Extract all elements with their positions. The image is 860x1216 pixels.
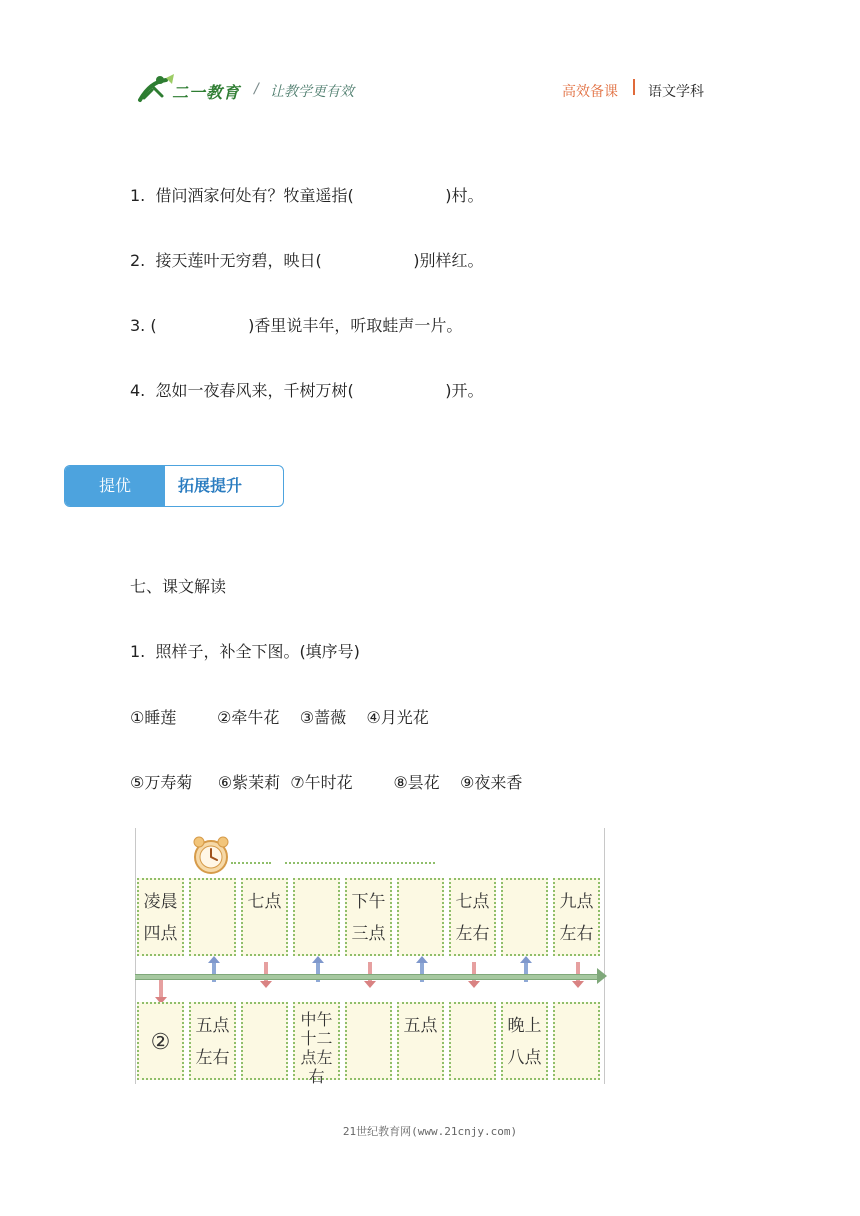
fill-line-2: 2. 接天莲叶无穷碧，映日( )别样红。 xyxy=(130,251,484,270)
top-card xyxy=(449,878,496,956)
bottom-card xyxy=(501,1002,548,1080)
card-label: 中午 十二 点左 右 xyxy=(300,1010,333,1086)
vine-decoration xyxy=(231,862,271,878)
tag-title: 拓展提升 xyxy=(178,476,243,495)
card-label: ② xyxy=(150,1030,171,1055)
header-divider xyxy=(633,79,635,95)
top-card xyxy=(137,878,184,956)
page-header xyxy=(0,0,860,120)
options-line-2: ⑤万寿菊 ⑥紫茉莉 ⑦午时花 ⑧昙花 ⑨夜来香 xyxy=(130,773,523,792)
question-text: 1. 照样子，补全下图。(填序号) xyxy=(130,642,360,661)
bottom-card xyxy=(553,1002,600,1080)
vine-decoration xyxy=(285,862,435,878)
fill-line-4: 4. 忽如一夜春风来，千树万树( )开。 xyxy=(130,381,484,400)
top-card xyxy=(397,878,444,956)
card-label: 七点 xyxy=(247,892,282,912)
options-line-1: ①睡莲 ②牵牛花 ③蔷薇 ④月光花 xyxy=(130,708,429,727)
top-card xyxy=(553,878,600,956)
timeline-rail xyxy=(135,974,601,980)
fill-line-3: 3. ( )香里说丰年，听取蛙声一片。 xyxy=(130,316,463,335)
card-label: 五点 左右 xyxy=(195,1016,230,1068)
bottom-card xyxy=(293,1002,340,1086)
alarm-clock-icon xyxy=(190,834,232,876)
top-card xyxy=(501,878,548,956)
bottom-card xyxy=(449,1002,496,1080)
flower-clock-diagram xyxy=(135,828,605,1084)
top-card xyxy=(293,878,340,956)
top-card xyxy=(241,878,288,956)
section-tag xyxy=(64,465,284,507)
bottom-card xyxy=(241,1002,288,1080)
card-label: 九点 左右 xyxy=(559,892,594,944)
brand-label: 高效备课 xyxy=(562,84,618,100)
card-label: 下午 三点 xyxy=(351,892,386,944)
top-card xyxy=(189,878,236,956)
logo-text: 二一教育 xyxy=(172,83,241,102)
bottom-card xyxy=(345,1002,392,1080)
slogan: 让教学更有效 xyxy=(270,84,354,100)
bottom-card xyxy=(397,1002,444,1080)
tag-level: 提优 xyxy=(65,466,165,506)
timeline-arrowhead xyxy=(597,968,607,984)
bottom-card xyxy=(189,1002,236,1080)
card-label: 五点 xyxy=(403,1016,438,1036)
top-card xyxy=(345,878,392,956)
card-label: 晚上 八点 xyxy=(507,1016,542,1068)
fill-line-1: 1. 借问酒家何处有？牧童遥指( )村。 xyxy=(130,186,484,205)
card-label: 凌晨 四点 xyxy=(143,892,178,944)
slogan-separator: / xyxy=(254,81,259,97)
subject-label: 语文学科 xyxy=(648,84,704,100)
down-arrow xyxy=(159,978,163,998)
section-heading: 七、课文解读 xyxy=(130,577,227,596)
card-label: 七点 左右 xyxy=(455,892,490,944)
page-footer: 21世纪教育网(www.21cnjy.com) xyxy=(342,1125,518,1138)
bottom-card xyxy=(137,1002,184,1080)
